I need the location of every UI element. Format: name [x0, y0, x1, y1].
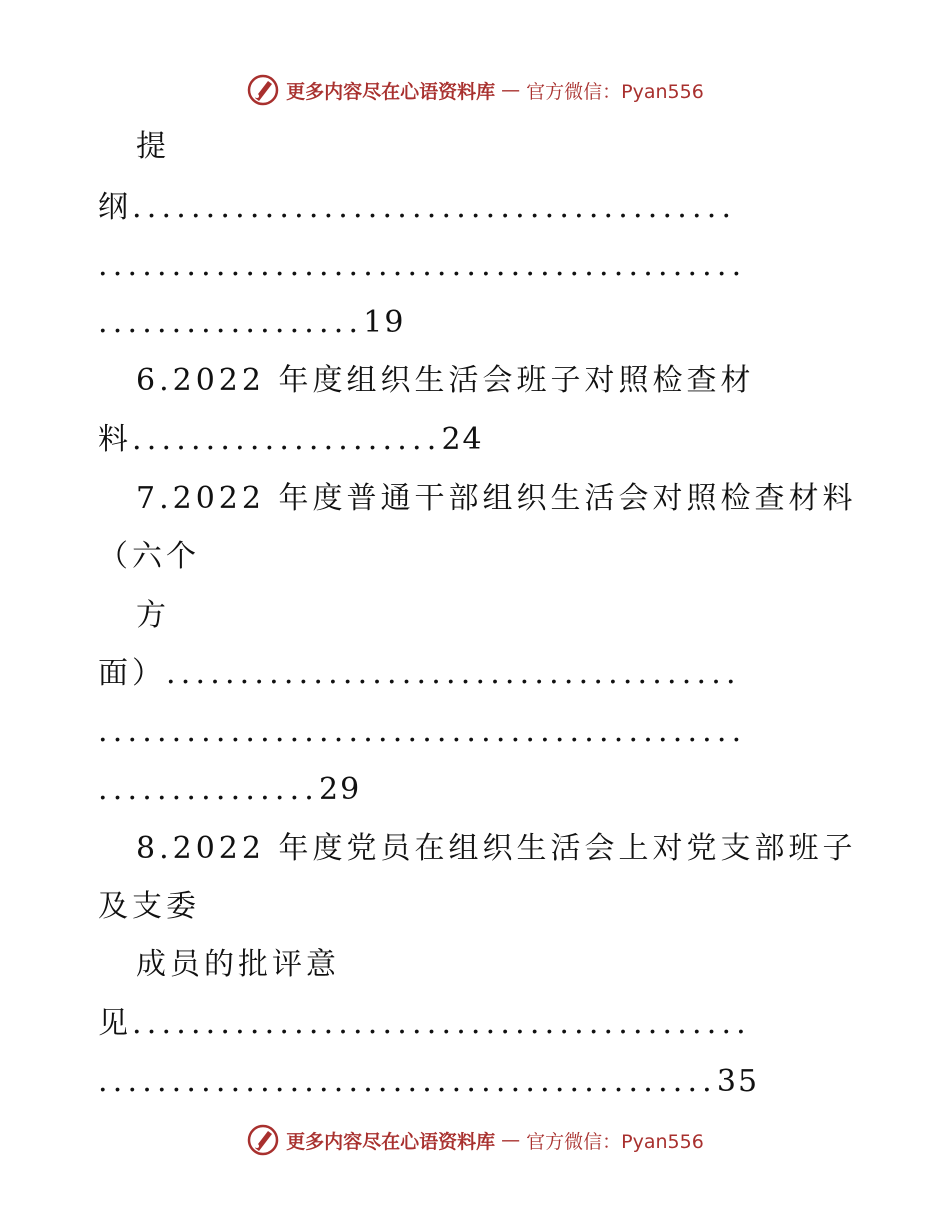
toc-item-7-title-end: 面）	[98, 656, 166, 691]
toc-item-8-line-1[interactable]	[136, 829, 896, 869]
watermark-wechat: 官方微信：Pyan556	[526, 1130, 704, 1153]
toc-item-6-line-1[interactable]	[136, 361, 896, 401]
toc-item-6-title-end: 料	[98, 422, 132, 457]
toc-leader-dots: .........................................	[132, 190, 737, 225]
watermark-separator: —	[501, 1129, 521, 1151]
toc-leader-dots: ..................	[98, 305, 364, 340]
toc-leader-dots: ..........................................	[98, 1064, 717, 1099]
toc-item-5-title-part: 提	[136, 129, 170, 164]
toc-item-7-line-6[interactable]	[98, 770, 858, 810]
toc-item-5-title-end: 纲	[98, 190, 132, 225]
toc-item-5-line-4	[98, 303, 858, 343]
watermark-wechat: 官方微信：Pyan556	[526, 80, 704, 103]
watermark-banner-top	[0, 70, 950, 110]
toc-item-5-line-2	[98, 188, 858, 228]
toc-item-5-page-number: 19	[363, 305, 406, 340]
toc-item-8-title-cont: 及支委	[98, 889, 200, 924]
toc-item-8-line-2[interactable]	[98, 887, 858, 927]
toc-item-8-page-number: 35	[716, 1064, 760, 1099]
toc-item-7-title-cont: （六个	[98, 539, 200, 574]
toc-item-6-page-number: 24	[441, 422, 484, 457]
toc-item-8-line-3[interactable]	[136, 945, 896, 985]
toc-item-7-line-2[interactable]	[98, 537, 858, 577]
toc-item-7-title-cont: 方	[136, 598, 170, 633]
toc-item-8-title: 8.2022 年度党员在组织生活会上对党支部班子	[136, 831, 857, 866]
toc-item-7-title: 7.2022 年度普通干部组织生活会对照检查材料	[136, 481, 857, 516]
toc-item-7-line-3[interactable]	[136, 596, 896, 636]
watermark-banner-bottom	[0, 1120, 950, 1160]
toc-item-6-title: 6.2022 年度组织生活会班子对照检查材	[136, 363, 755, 398]
toc-leader-dots: ............................................	[98, 714, 747, 749]
pen-logo-icon	[246, 1123, 280, 1157]
toc-leader-dots: ............................................	[98, 248, 747, 283]
toc-item-8-line-4[interactable]	[98, 1004, 858, 1044]
toc-item-7-line-4[interactable]	[98, 654, 858, 694]
toc-leader-dots: .....................	[132, 422, 442, 457]
pen-logo-icon	[246, 73, 280, 107]
toc-leader-dots: .......................................	[166, 656, 741, 691]
toc-item-7-line-1[interactable]	[136, 479, 896, 519]
watermark-brand: 更多内容尽在心语资料库	[286, 80, 496, 103]
toc-item-8-title-end: 见	[98, 1006, 132, 1041]
watermark-brand: 更多内容尽在心语资料库	[286, 1130, 496, 1153]
toc-item-5-line-1	[136, 127, 896, 167]
toc-item-8-title-cont: 成员的批评意	[136, 947, 340, 982]
watermark-separator: —	[501, 79, 521, 101]
toc-item-7-line-5	[98, 712, 858, 752]
toc-item-6-line-2[interactable]	[98, 420, 858, 460]
toc-item-5-line-3	[98, 246, 858, 286]
toc-leader-dots: ..........................................	[132, 1006, 751, 1041]
toc-item-8-line-5[interactable]	[98, 1062, 858, 1102]
toc-leader-dots: ...............	[98, 772, 320, 807]
toc-item-7-page-number: 29	[319, 772, 362, 807]
